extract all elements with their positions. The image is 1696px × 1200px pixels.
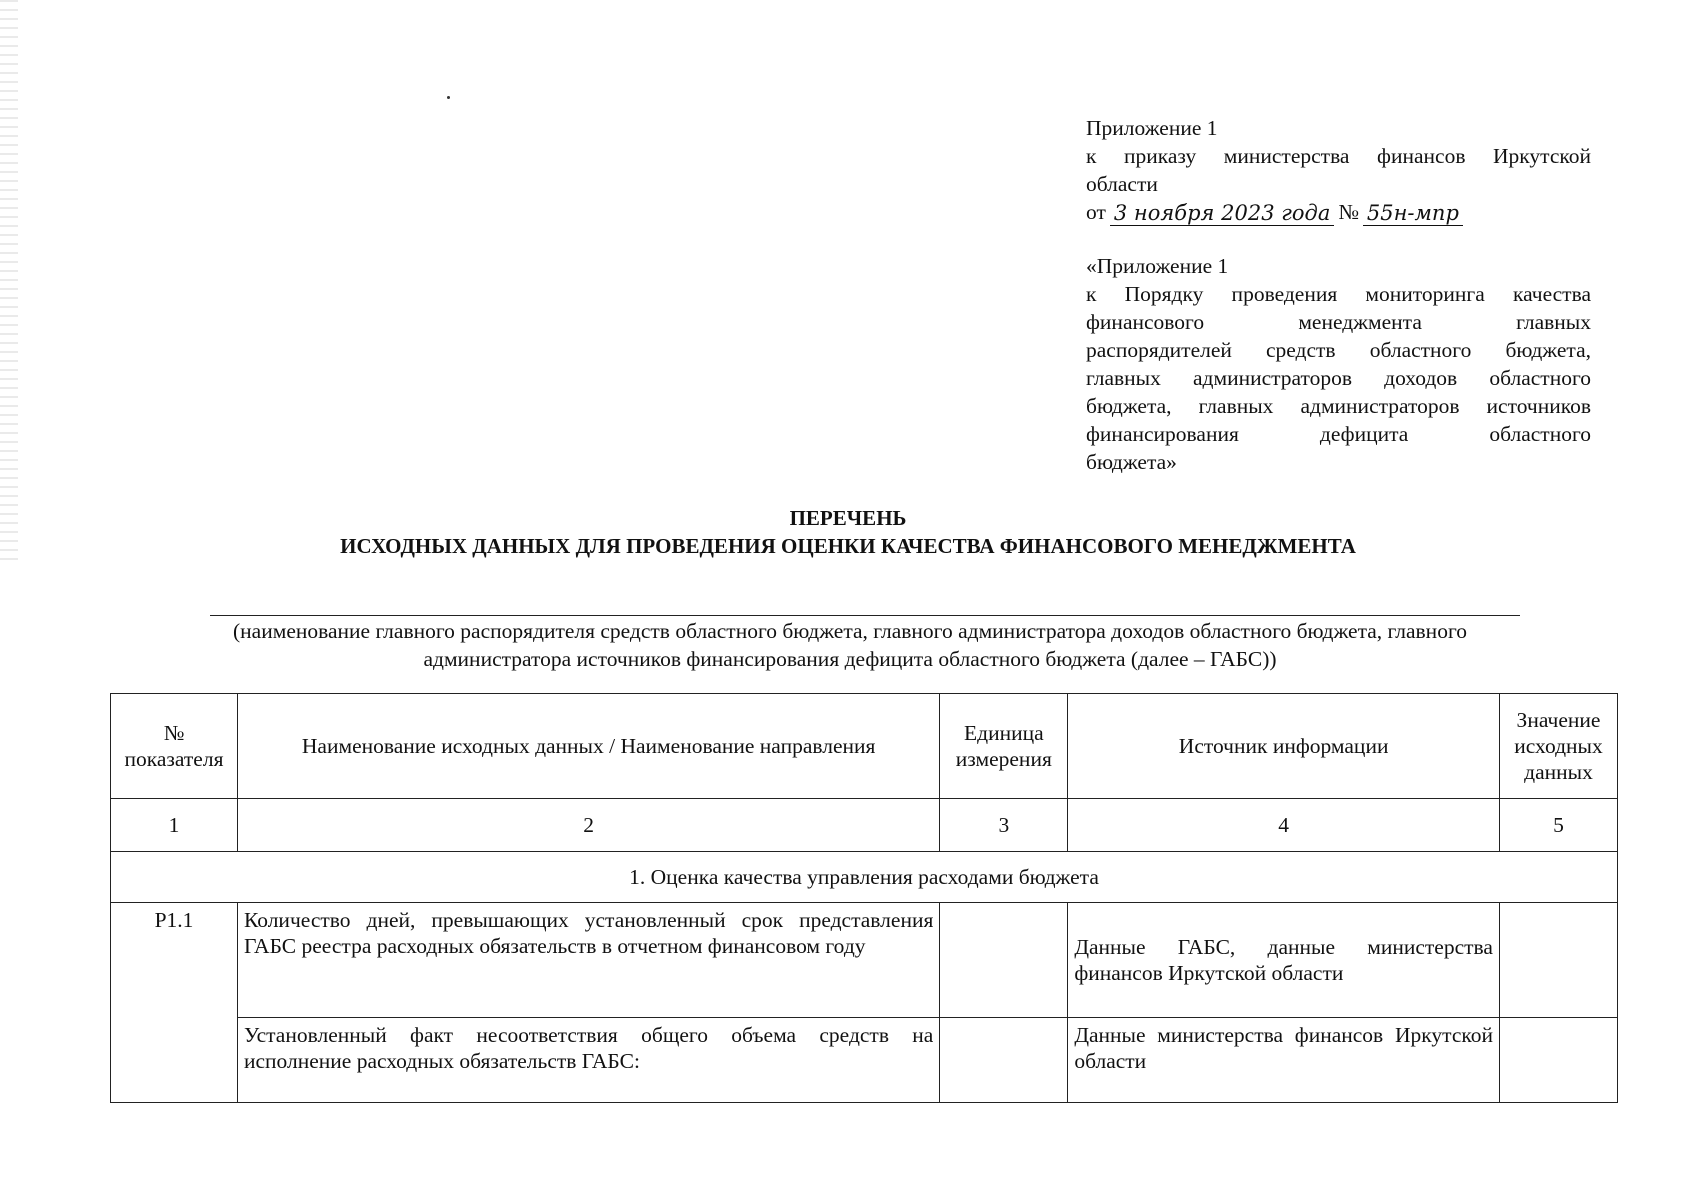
indicator-unit — [940, 1018, 1068, 1103]
attachment-line: финансового менеджмента главных — [1086, 310, 1591, 334]
attachment-line: Приложение 1 — [1086, 116, 1218, 140]
column-number: 4 — [1068, 799, 1500, 852]
header-cell-value: Значение исходных данных — [1499, 694, 1617, 799]
handwritten-date: 3 ноября 2023 года — [1110, 201, 1334, 226]
table-row — [111, 1018, 1618, 1103]
attachment-order-block — [1086, 114, 1591, 226]
attachment-line: области — [1086, 172, 1158, 196]
attachment-line: финансирования дефицита областного — [1086, 422, 1591, 446]
table-row — [111, 903, 1618, 1018]
handwritten-number: 55н-мпр — [1363, 201, 1463, 226]
attachment-line: главных администраторов доходов областного — [1086, 366, 1591, 390]
indicator-id: Р1.1 — [111, 903, 238, 1103]
attachment-line: бюджета, главных администраторов источников — [1086, 394, 1591, 418]
section-row — [111, 852, 1618, 903]
scan-speck — [447, 96, 450, 99]
header-cell-source: Источник информации — [1068, 694, 1500, 799]
document-title: ПЕРЕЧЕНЬ — [789, 506, 907, 530]
indicator-value — [1499, 1018, 1617, 1103]
attachment-line: к Порядку проведения мониторинга качества — [1086, 282, 1591, 306]
attachment-line: к приказу министерства финансов Иркутской — [1086, 144, 1591, 168]
attachment-procedure-block — [1086, 252, 1591, 476]
caption-line: администратора источников финансирования дефицита областного бюджета (далее – ГАБС)) — [423, 647, 1277, 671]
fill-in-caption — [130, 617, 1570, 673]
attachment-line: бюджета» — [1086, 450, 1177, 474]
scan-edge-marks — [0, 0, 18, 560]
document-subtitle: ИСХОДНЫХ ДАННЫХ ДЛЯ ПРОВЕДЕНИЯ ОЦЕНКИ КАЧЕСТВА ФИНАНСОВОГО МЕНЕДЖМЕНТА — [340, 534, 1356, 558]
attachment-date-line — [1086, 198, 1591, 226]
header-cell-number: № показателя — [111, 694, 238, 799]
indicator-name: Количество дней, превышающих установленный срок представления ГАБС реестра расходных обязательств в отчетном финансовом году — [237, 903, 939, 1018]
indicator-name: Установленный факт несоответствия общего объема средств на исполнение расходных обязательств ГАБС: — [237, 1018, 939, 1103]
attachment-line: «Приложение 1 — [1086, 254, 1229, 278]
attachment-line: распорядителей средств областного бюджета, — [1086, 338, 1591, 362]
column-number-row — [111, 799, 1618, 852]
section-title: 1. Оценка качества управления расходами бюджета — [111, 852, 1618, 903]
indicator-unit — [940, 903, 1068, 1018]
fill-in-line — [210, 615, 1520, 616]
indicator-source: Данные министерства финансов Иркутской области — [1068, 1018, 1500, 1103]
indicator-value — [1499, 903, 1617, 1018]
source-data-table — [110, 693, 1618, 1103]
table-header-row — [111, 694, 1618, 799]
column-number: 2 — [237, 799, 939, 852]
number-sign: № — [1338, 200, 1359, 224]
caption-line: (наименование главного распорядителя средств областного бюджета, главного администратора доходов областного бюджета, главного — [233, 619, 1467, 643]
column-number: 3 — [940, 799, 1068, 852]
column-number: 1 — [111, 799, 238, 852]
header-cell-name: Наименование исходных данных / Наименование направления — [237, 694, 939, 799]
column-number: 5 — [1499, 799, 1617, 852]
header-cell-unit: Единица измерения — [940, 694, 1068, 799]
from-prefix: от — [1086, 200, 1106, 224]
indicator-source: Данные ГАБС, данные министерства финансов Иркутской области — [1068, 903, 1500, 1018]
